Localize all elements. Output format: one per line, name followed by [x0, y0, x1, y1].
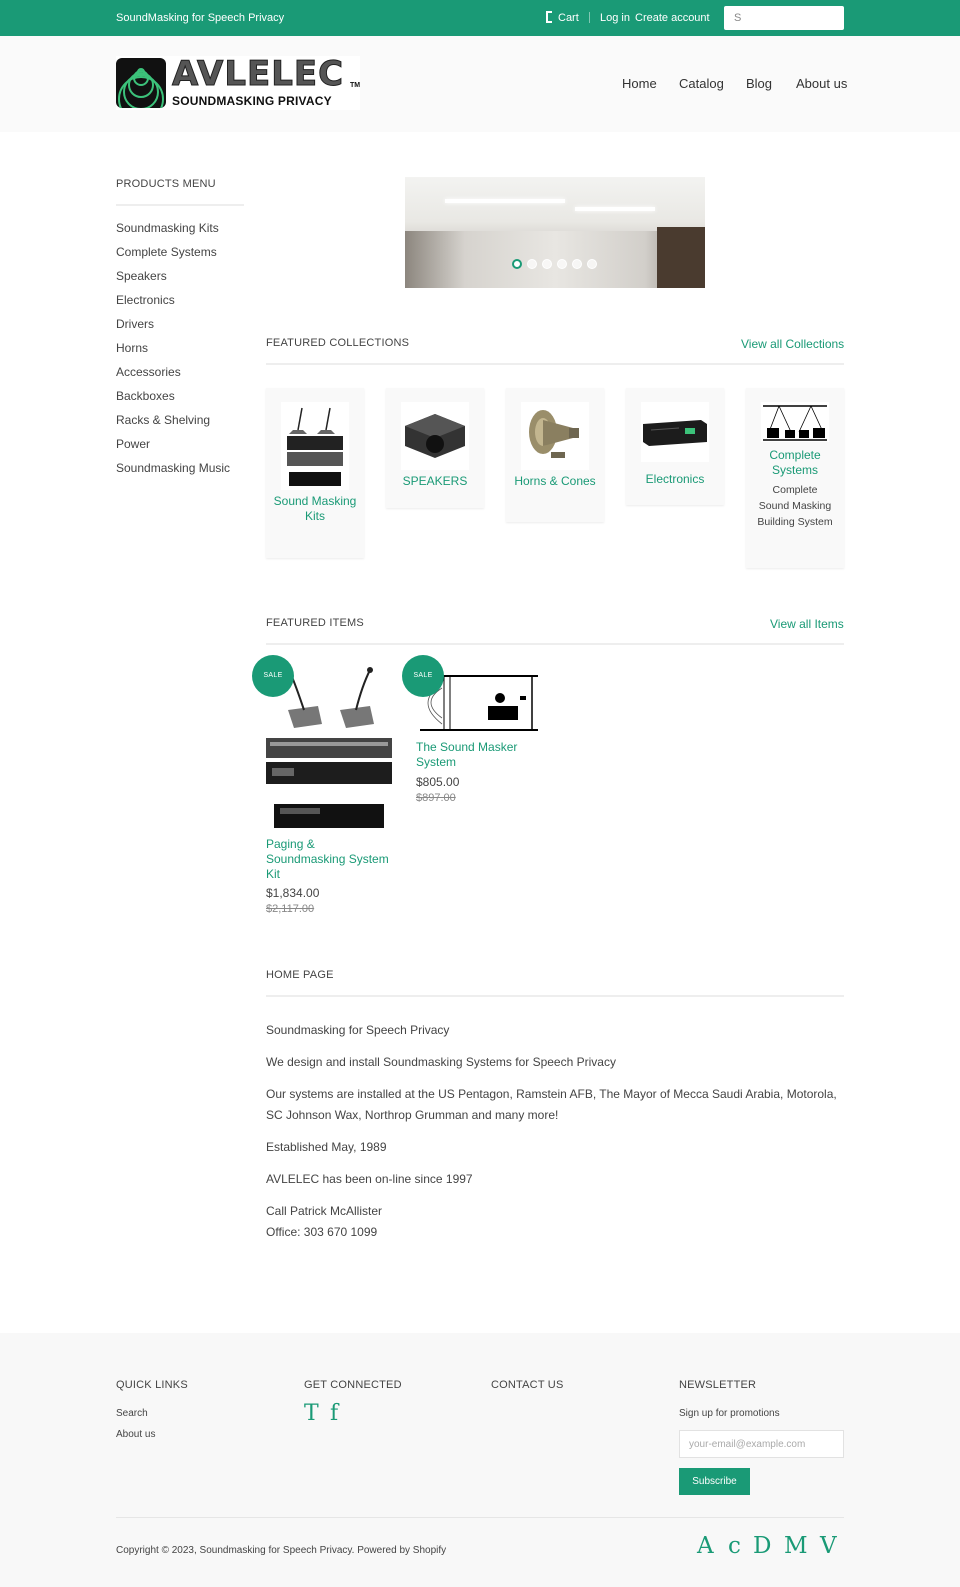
product-name-link[interactable]: The Sound Masker System: [416, 740, 518, 769]
get-connected-title: GET CONNECTED: [304, 1379, 402, 1391]
sidebar-item-accessories[interactable]: Accessories: [116, 365, 181, 379]
product-compare-price: $2,117.00: [266, 903, 315, 915]
quick-links-title: QUICK LINKS: [116, 1379, 188, 1391]
slider-dot-4[interactable]: [557, 259, 567, 269]
product-price: $805.00: [416, 775, 460, 789]
footer-search-link[interactable]: Search: [116, 1408, 148, 1419]
sidebar-item-complete-systems[interactable]: Complete Systems: [116, 245, 217, 259]
nav-blog[interactable]: Blog: [746, 76, 773, 91]
collection-name: Complete Systems: [769, 448, 821, 477]
home-paragraph: We design and install Soundmasking Systems for Speech Privacy: [266, 1055, 616, 1069]
section-divider: [266, 995, 844, 997]
footer-about-link[interactable]: About us: [116, 1429, 156, 1440]
site-logo[interactable]: [116, 56, 360, 110]
site-name-link[interactable]: SoundMasking for Speech Privacy: [116, 12, 285, 24]
slide-image-door: [657, 227, 705, 288]
home-paragraph: Soundmasking for Speech Privacy: [266, 1023, 450, 1037]
collection-card-complete-systems[interactable]: [746, 388, 844, 568]
sale-badge: SALE: [252, 655, 294, 697]
collection-description: Complete Sound Masking Building System: [757, 484, 833, 528]
amex-icon: A: [697, 1533, 714, 1559]
home-paragraph: Our systems are installed at the US Pentagon, Ramstein AFB, The Mayor of Mecca Saudi Arabia, Motorola, SC Johnson Wax, Northrop Grumman and many more!: [266, 1087, 837, 1122]
collection-name: Horns & Cones: [514, 474, 596, 488]
home-paragraph: AVLELEC has been on-line since 1997: [266, 1172, 473, 1186]
hero-slider[interactable]: [405, 177, 705, 288]
diners-club-icon: c: [728, 1533, 741, 1559]
slider-dot-2[interactable]: [527, 259, 537, 269]
home-paragraph: Office: 303 670 1099: [266, 1225, 378, 1239]
footer-divider: [116, 1517, 844, 1518]
slider-dot-6[interactable]: [587, 259, 597, 269]
newsletter-title: NEWSLETTER: [679, 1379, 757, 1391]
collection-image: [281, 402, 349, 490]
home-paragraph: Established May, 1989: [266, 1140, 387, 1154]
sidebar-item-electronics[interactable]: Electronics: [116, 293, 175, 307]
topbar-divider: [589, 12, 590, 23]
login-link[interactable]: Log in: [600, 12, 630, 24]
slider-dot-3[interactable]: [542, 259, 552, 269]
view-all-collections-link[interactable]: View all Collections: [741, 337, 845, 351]
sidebar-item-power[interactable]: Power: [116, 437, 151, 451]
collection-name: Electronics: [645, 472, 705, 486]
slide-image-detail: [445, 199, 565, 203]
nav-home[interactable]: Home: [622, 76, 657, 91]
sidebar-item-racks-shelving[interactable]: Racks & Shelving: [116, 413, 211, 427]
sale-badge: SALE: [402, 655, 444, 697]
cart-icon[interactable]: [546, 11, 552, 23]
sidebar-item-speakers[interactable]: Speakers: [116, 269, 167, 283]
section-divider: [266, 643, 844, 645]
home-paragraph: Call Patrick McAllister: [266, 1204, 383, 1218]
search-input[interactable]: [724, 6, 844, 30]
slide-image-detail: [575, 207, 655, 211]
logo-brand-text: AVLELEC: [172, 54, 345, 94]
sidebar-item-horns[interactable]: Horns: [116, 341, 149, 355]
collection-name: SPEAKERS: [402, 474, 468, 488]
collection-image: [761, 402, 829, 442]
visa-icon: V: [820, 1533, 837, 1559]
nav-about-us[interactable]: About us: [796, 76, 848, 91]
slider-dot-5[interactable]: [572, 259, 582, 269]
collection-image: [641, 402, 709, 462]
product-name-link[interactable]: Paging & Soundmasking System Kit: [266, 837, 389, 881]
facebook-icon[interactable]: f: [330, 1401, 339, 1426]
collection-card-horns-cones[interactable]: [506, 388, 604, 522]
mastercard-icon: M: [784, 1533, 808, 1559]
view-all-items-link[interactable]: View all Items: [770, 617, 844, 631]
newsletter-text: Sign up for promotions: [679, 1408, 780, 1419]
featured-collections-title: FEATURED COLLECTIONS: [266, 337, 410, 349]
sidebar-item-soundmasking-kits[interactable]: Soundmasking Kits: [116, 221, 219, 235]
section-divider: [266, 363, 844, 365]
product-compare-price: $897.00: [416, 792, 456, 804]
create-account-link[interactable]: Create account: [635, 12, 710, 24]
contact-us-title: CONTACT US: [491, 1379, 564, 1391]
sidebar-item-backboxes[interactable]: Backboxes: [116, 389, 175, 403]
logo-tagline: SOUNDMASKING PRIVACY: [172, 94, 332, 108]
site-footer: [0, 1333, 960, 1587]
discover-icon: D: [753, 1533, 772, 1559]
copyright-text: Copyright © 2023, Soundmasking for Speech Privacy. Powered by Shopify: [116, 1545, 447, 1556]
collection-card-sound-masking-kits[interactable]: [266, 388, 364, 558]
sidebar-item-soundmasking-music[interactable]: Soundmasking Music: [116, 461, 231, 475]
collection-card-speakers[interactable]: [386, 388, 484, 508]
top-bar: [0, 0, 960, 36]
collection-card-electronics[interactable]: [626, 388, 724, 505]
sidebar-item-drivers[interactable]: Drivers: [116, 317, 154, 331]
subscribe-button[interactable]: Subscribe: [679, 1468, 750, 1495]
cart-link[interactable]: Cart: [558, 12, 579, 24]
logo-rings-icon: [116, 58, 166, 108]
featured-items-title: FEATURED ITEMS: [266, 617, 364, 629]
collection-image: [401, 402, 469, 470]
nav-catalog[interactable]: Catalog: [679, 76, 724, 91]
collection-image: [521, 402, 589, 470]
collection-name: Sound Masking Kits: [273, 494, 357, 523]
twitter-icon[interactable]: T: [304, 1401, 319, 1426]
sidebar-divider: [116, 204, 244, 206]
site-header: [0, 36, 960, 132]
slider-dot-1[interactable]: [512, 259, 522, 269]
product-price: $1,834.00: [266, 886, 320, 900]
newsletter-email-input[interactable]: [679, 1430, 844, 1458]
home-page-title: HOME PAGE: [266, 969, 334, 981]
logo-tm: TM: [350, 82, 361, 89]
products-menu-title: PRODUCTS MENU: [116, 178, 216, 190]
